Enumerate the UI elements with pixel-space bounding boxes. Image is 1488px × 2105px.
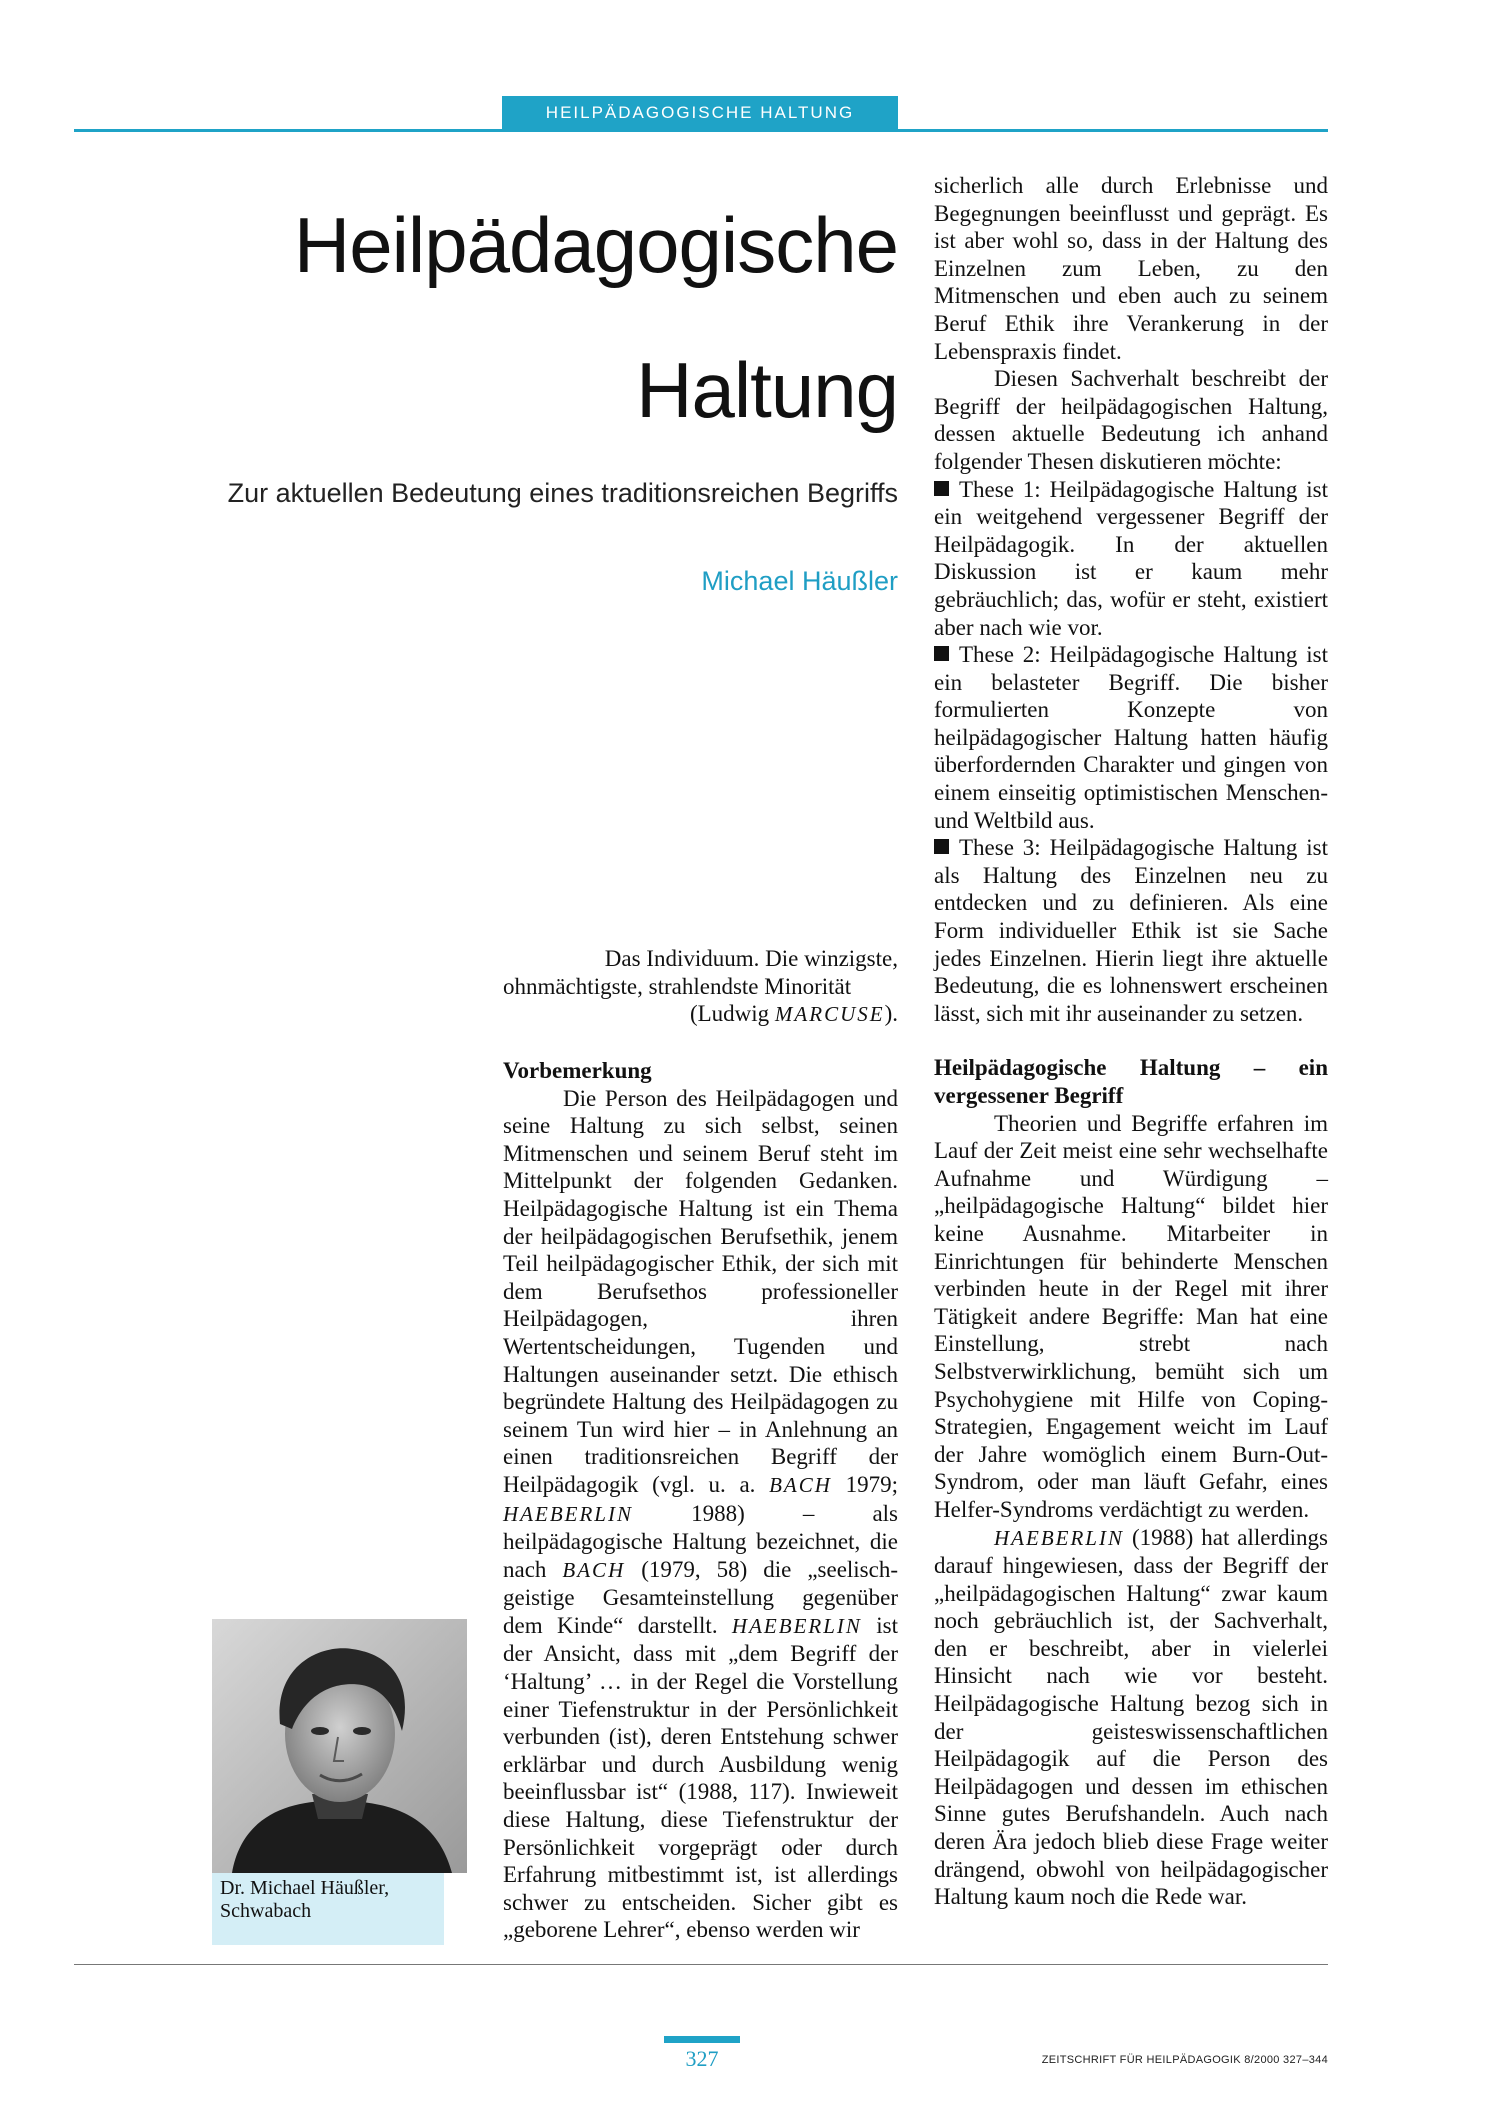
section-label: HEILPÄDAGOGISCHE HALTUNG: [502, 96, 898, 130]
journal-reference: ZEITSCHRIFT FÜR HEILPÄDAGOGIK 8/2000 327–344: [1041, 2054, 1328, 2066]
paragraph-thesen-intro: Diesen Sachverhalt beschreibt der Begriff der heilpädagogischen Haltung, dessen aktuelle Bedeutung ich anhand folgender Thesen diskutieren möchte:: [934, 366, 1328, 474]
cited-author: HAEBERLIN: [503, 1501, 633, 1526]
motto-attr-name: MARCUSE: [774, 1002, 885, 1027]
text-run: Die Person des Heilpädagogen und seine Haltung zu sich selbst, seinen Mitmenschen und seinem Beruf steht im Mittelpunkt der folgenden Gedanken. Heilpädagogische Haltung ist ein Thema der heilpädagogischen Berufsethik, jenem Teil heilpädagogischer Ethik, der sich mit dem Berufsethos professioneller Heilpädagogen, ihren Wertentscheidungen, Tugenden und Haltungen auseinander setzt. Die ethisch begründete Haltung des Heilpädagogen zu seinem Tun wird hier – in Anlehnung an einen traditionsreichen Begriff der Heilpädagogik (vgl. u. a.: [503, 1085, 898, 1497]
page-number: 327: [685, 2046, 719, 2071]
section-heading-vorbemerkung: Vorbemerkung: [503, 1058, 652, 1083]
text-run: (1988) hat allerdings darauf hingewiesen, dass der Begriff der „heilpädagogischen Haltung“ zwar kaum noch gebräuchlich ist, der Sachverhalt, den er beschreibt, aber in vielerlei Hinsicht nach wie vor besteht. Heilpädagogische Haltung bezog sich in der geisteswissenschaftlichen Heilpädagogik auf die Person des Heilpädagogen und dessen im ethischen Sinne gutes Berufshandeln. Auch nach deren Ära jedoch blieb diese Frage weiter drängend, obwohl von heilpädagogischer Haltung kaum noch die Rede war.: [934, 1524, 1328, 1910]
paragraph-continued: sicherlich alle durch Erlebnisse und Begegnungen beeinflusst und geprägt. Es ist aber wohl so, dass in der Haltung des Einzelnen zum Leben, zu den Mitmenschen und eben auch zu seinem Beruf Ethik ihre Verankerung in der Lebenspraxis findet.: [934, 173, 1328, 364]
text-run: 1979;: [831, 1471, 898, 1497]
text-run: 1988) – als heilpädagogische Haltung bezeichnet, die nach: [503, 1500, 898, 1582]
paragraph-haeberlin: [934, 1524, 1328, 1911]
these-text: These 1: Heilpädagogische Haltung ist ein weitgehend vergessener Begriff der Heilpädagogik. In der aktuellen Diskussion ist er kaum mehr gebräuchlich; das, wofür er steht, existiert aber nach wie vor.: [934, 476, 1328, 640]
column-middle: [503, 1057, 898, 1944]
cited-author: HAEBERLIN: [994, 1525, 1124, 1550]
these-1: [934, 476, 1328, 642]
cited-author: HAEBERLIN: [731, 1613, 862, 1638]
paragraph-theorien: Theorien und Begriffe erfahren im Lauf der Zeit meist eine sehr wechselhafte Aufnahme und Würdigung – „heilpädagogische Haltung“ bildet hier keine Ausnahme. Mitarbeiter in Einrichtungen für behinderte Menschen verbinden heute in der Regel mit ihrer Tätigkeit andere Begriffe: Man hat eine Einstellung, strebt nach Selbstverwirklichung, bemüht sich um Psychohygiene mit Hilfe von Coping-Strategien, Engagement weicht im Lauf der Jahre womöglich einem Burn-Out-Syndrom, oder man läuft Gefahr, eines Helfer-Syndroms verdächtigt zu werden.: [934, 1110, 1328, 1522]
motto-line-1: Das Individuum. Die winzigste,: [604, 946, 898, 971]
square-bullet-icon: [934, 646, 949, 661]
square-bullet-icon: [934, 481, 949, 496]
column-right: [934, 172, 1328, 1911]
these-2: [934, 641, 1328, 834]
motto-quote: [503, 945, 898, 1029]
author-photo: [212, 1619, 467, 1873]
article-title-line-2: Haltung: [636, 346, 898, 434]
text-run: ist der Ansicht, dass mit „dem Begriff der ‘Haltung’ … in der Regel die Vorstellung einer Tiefenstruktur in der Persönlichkeit verbunden (ist), deren Entstehung schwer erklärbar und durch Ausbildung wenig beeinflussbar ist“ (1988, 117). Inwieweit diese Haltung, diese Tiefenstruktur der Persönlichkeit vorgeprägt oder durch Erfahrung mitbestimmt ist, ist allerdings schwer zu entscheiden. Sicher gibt es „geborene Lehrer“, ebenso werden wir: [503, 1612, 898, 1943]
article-subtitle: Zur aktuellen Bedeutung eines traditionsreichen Begriffs: [227, 478, 898, 508]
motto-line-2: ohnmächtigste, strahlendste Minorität: [503, 973, 852, 999]
author-name: Michael Häußler: [701, 566, 898, 596]
article-title-line-1: Heilpädagogische: [293, 201, 898, 289]
these-text: These 3: Heilpädagogische Haltung ist als Haltung des Einzelnen neu zu entdecken und zu definieren. Als eine Form individueller Ethik ist sie Sache jedes Einzelnen. Hierin liegt ihre aktuelle Bedeutung, die es lohnenswert erscheinen lässt, sich mit ihr auseinander zu setzen.: [934, 835, 1328, 1026]
photo-caption: [212, 1873, 444, 1945]
text-run: (1979, 58) die „seelisch-geistige Gesamteinstellung gegenüber dem Kinde“ darstellt.: [503, 1556, 899, 1638]
motto-attribution: [503, 1000, 898, 1029]
caption-line-2: Schwabach: [220, 1900, 312, 1922]
paragraph-vorbemerkung: [503, 1085, 898, 1944]
these-3: [934, 834, 1328, 1027]
footer-rule: [74, 1964, 1328, 1965]
motto-attr-post: ).: [884, 1001, 898, 1027]
square-bullet-icon: [934, 839, 949, 854]
section-heading-vergessener-begriff: Heilpädagogische Haltung – ein vergessener Begriff: [934, 1055, 1328, 1108]
motto-attr-pre: (Ludwig: [689, 1001, 775, 1027]
cited-author: BACH: [562, 1557, 626, 1582]
these-text: These 2: Heilpädagogische Haltung ist ein belasteter Begriff. Die bisher formulierten Konzepte von heilpädagogischer Haltung hatten häufig überfordernden Charakter und gingen von einem einseitig optimistischen Menschen- und Weltbild aus.: [934, 642, 1328, 833]
cited-author: BACH: [769, 1472, 832, 1497]
page-number-bar: [664, 2036, 740, 2043]
caption-line-1: Dr. Michael Häußler,: [220, 1877, 390, 1899]
